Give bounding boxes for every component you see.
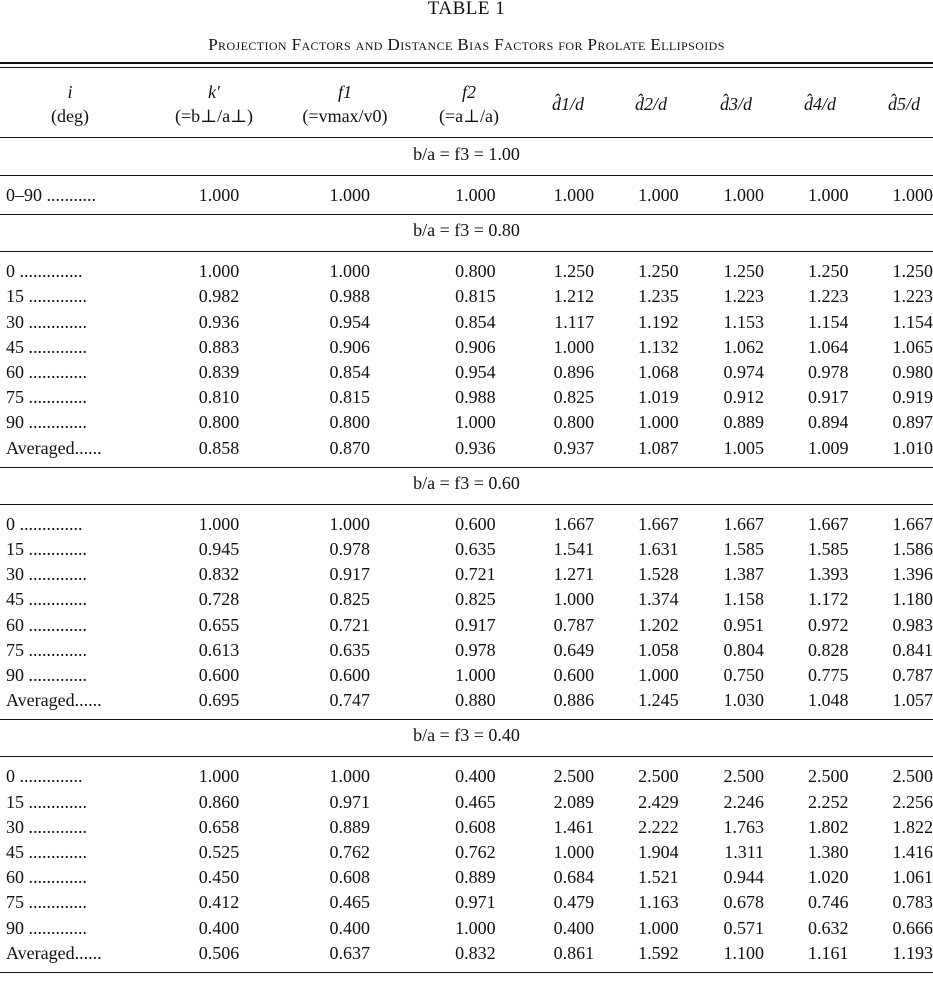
table-cell: 1.000 — [553, 589, 595, 610]
row-label: 30 ............. — [6, 311, 87, 332]
table-cell: 0.832 — [455, 942, 496, 963]
table-cell: 0.787 — [892, 665, 933, 686]
table-cell: 0.600 — [553, 665, 595, 686]
table-cell: 1.132 — [638, 336, 679, 357]
table-cell: 0.684 — [553, 867, 595, 888]
table-cell: 1.000 — [455, 412, 496, 433]
row-label: 15 ............. — [6, 539, 87, 560]
table-cell: 1.667 — [807, 513, 849, 534]
table-row — [0, 663, 933, 688]
table-cell: 0.400 — [329, 917, 370, 938]
table-cell: 0.787 — [553, 614, 595, 635]
table-cell: 0.854 — [329, 362, 370, 383]
table-cell: 0.912 — [723, 387, 765, 408]
table-row — [0, 587, 933, 612]
section-label: b/a = f3 = 0.80 — [413, 220, 520, 241]
table-cell: 1.202 — [638, 614, 679, 635]
section-rule — [0, 756, 933, 757]
row-label: 90 ............. — [6, 917, 87, 938]
table-cell: 1.000 — [329, 766, 370, 787]
top-rule-secondary — [0, 67, 933, 68]
table-cell: 1.000 — [723, 185, 765, 206]
section-table — [0, 259, 933, 461]
table-cell: 0.983 — [892, 614, 933, 635]
table-cell: 1.461 — [553, 816, 595, 837]
row-label: Averaged...... — [6, 437, 102, 458]
table-cell: 0.860 — [198, 791, 240, 812]
table-cell: 0.637 — [329, 942, 370, 963]
row-label: 45 ............. — [6, 336, 87, 357]
table-cell: 0.854 — [455, 311, 496, 332]
table-cell: 1.000 — [553, 842, 595, 863]
table-cell: 0.721 — [329, 614, 370, 635]
table-row — [0, 259, 933, 284]
table-cell: 1.065 — [892, 336, 933, 357]
table-cell: 0.412 — [198, 892, 240, 913]
table-cell: 1.161 — [807, 942, 849, 963]
table-cell: 2.500 — [892, 766, 933, 787]
table-cell: 0.695 — [198, 690, 240, 711]
table-cell: 1.009 — [807, 437, 849, 458]
table-cell: 0.810 — [198, 387, 240, 408]
table-row — [0, 941, 933, 966]
column-header-symbol: d̂4/d — [803, 94, 836, 114]
table-cell: 0.954 — [329, 311, 370, 332]
table-cell: 0.649 — [553, 639, 595, 660]
row-label: 60 ............. — [6, 867, 87, 888]
table-row — [0, 890, 933, 915]
table-row — [0, 512, 933, 537]
table-cell: 0.978 — [455, 639, 496, 660]
table-row — [0, 360, 933, 385]
table-cell: 2.500 — [807, 766, 849, 787]
table-cell: 2.252 — [807, 791, 849, 812]
table-cell: 1.387 — [723, 564, 765, 585]
table-cell: 1.000 — [455, 917, 496, 938]
table-row — [0, 310, 933, 335]
row-label: 45 ............. — [6, 842, 87, 863]
section-end-rule — [0, 972, 933, 973]
table-cell: 1.058 — [638, 639, 679, 660]
column-header-symbol: d̂3/d — [719, 94, 752, 114]
table-cell: 1.000 — [198, 185, 240, 206]
row-label: 0 .............. — [6, 513, 83, 534]
table-cell: 0.658 — [198, 816, 240, 837]
table-cell: 0.889 — [455, 867, 496, 888]
table-cell: 1.068 — [638, 362, 679, 383]
table-cell: 0.974 — [723, 362, 765, 383]
table-cell: 1.100 — [723, 942, 765, 963]
table-row — [0, 865, 933, 890]
table-cell: 2.500 — [638, 766, 679, 787]
header-bottom-rule — [0, 137, 933, 138]
table-cell: 1.396 — [892, 564, 933, 585]
table-cell: 1.000 — [455, 185, 496, 206]
table-cell: 2.222 — [638, 816, 679, 837]
table-cell: 0.880 — [455, 690, 496, 711]
section-rule — [0, 251, 933, 252]
table-cell: 0.608 — [455, 816, 496, 837]
column-header-definition: (deg) — [51, 106, 89, 126]
table-cell: 1.250 — [723, 261, 765, 282]
table-cell: 1.000 — [553, 185, 595, 206]
table-cell: 1.064 — [807, 336, 849, 357]
table-cell: 1.000 — [638, 185, 679, 206]
column-header-symbol: d̂5/d — [887, 94, 920, 114]
section-end-rule — [0, 719, 933, 720]
table-row — [0, 537, 933, 562]
table-cell: 0.400 — [553, 917, 595, 938]
section-table — [0, 512, 933, 714]
table-cell: 1.000 — [198, 766, 240, 787]
table-cell: 0.815 — [329, 387, 370, 408]
table-cell: 0.721 — [455, 564, 496, 585]
table-cell: 1.154 — [807, 311, 849, 332]
row-label: 75 ............. — [6, 892, 87, 913]
table-cell: 0.825 — [455, 589, 496, 610]
row-label: 0–90 ........... — [6, 185, 96, 206]
table-cell: 1.000 — [329, 513, 370, 534]
table-row — [0, 840, 933, 865]
row-label: Averaged...... — [6, 690, 102, 711]
table-cell: 1.154 — [892, 311, 933, 332]
table-cell: 1.250 — [807, 261, 849, 282]
table-cell: 0.870 — [329, 437, 370, 458]
table-cell: 0.889 — [329, 816, 370, 837]
table-cell: 1.250 — [553, 261, 595, 282]
table-cell: 0.897 — [892, 412, 933, 433]
table-cell: 0.936 — [455, 437, 496, 458]
table-cell: 1.087 — [638, 437, 679, 458]
table-cell: 1.193 — [892, 942, 933, 963]
table-row — [0, 764, 933, 789]
table-cell: 1.020 — [807, 867, 849, 888]
table-cell: 1.592 — [638, 942, 679, 963]
column-header-1 — [0, 80, 140, 128]
table-cell: 0.886 — [553, 690, 595, 711]
table-cell: 0.982 — [198, 286, 240, 307]
table-cell: 0.635 — [329, 639, 370, 660]
table-row — [0, 815, 933, 840]
table-cell: 1.631 — [638, 539, 679, 560]
column-header-symbol: d̂1/d — [551, 94, 584, 114]
table-cell: 0.858 — [198, 437, 240, 458]
table-cell: 1.374 — [638, 589, 679, 610]
table-cell: 1.802 — [807, 816, 849, 837]
table-cell: 1.010 — [892, 437, 933, 458]
table-cell: 1.163 — [638, 892, 679, 913]
table-cell: 0.400 — [455, 766, 496, 787]
column-header-symbol: k′ — [208, 82, 220, 102]
table-cell: 1.586 — [892, 539, 933, 560]
table-cell: 0.945 — [198, 539, 240, 560]
table-cell: 0.479 — [553, 892, 595, 913]
column-header-3 — [275, 80, 415, 128]
table-cell: 0.919 — [892, 387, 933, 408]
table-cell: 2.246 — [723, 791, 765, 812]
table-cell: 0.988 — [329, 286, 370, 307]
table-cell: 1.223 — [723, 286, 765, 307]
table-cell: 0.400 — [198, 917, 240, 938]
table-cell: 1.172 — [807, 589, 849, 610]
table-row — [0, 183, 933, 208]
column-header-symbol: i — [67, 82, 73, 102]
table-row — [0, 436, 933, 461]
column-header-9 — [834, 92, 933, 116]
table-cell: 0.954 — [455, 362, 496, 383]
table-cell: 1.000 — [638, 917, 679, 938]
column-header-definition: (=a⊥/a) — [438, 106, 500, 126]
section-table — [0, 764, 933, 966]
column-header-definition: (=vmax/v0) — [302, 106, 388, 126]
table-cell: 1.822 — [892, 816, 933, 837]
table-cell: 0.936 — [198, 311, 240, 332]
table-cell: 0.917 — [807, 387, 849, 408]
table-row — [0, 916, 933, 941]
table-cell: 2.256 — [892, 791, 933, 812]
column-header-2 — [144, 80, 284, 128]
table-cell: 0.762 — [455, 842, 496, 863]
table-cell: 0.783 — [892, 892, 933, 913]
table-cell: 0.666 — [892, 917, 933, 938]
table-cell: 1.250 — [892, 261, 933, 282]
table-cell: 0.839 — [198, 362, 240, 383]
table-cell: 0.988 — [455, 387, 496, 408]
section-end-rule — [0, 214, 933, 215]
table-cell: 1.153 — [723, 311, 765, 332]
row-label: Averaged...... — [6, 942, 102, 963]
table-cell: 1.019 — [638, 387, 679, 408]
row-label: 75 ............. — [6, 639, 87, 660]
section-rule — [0, 504, 933, 505]
table-cell: 1.585 — [807, 539, 849, 560]
table-cell: 1.521 — [638, 867, 679, 888]
table-cell: 0.980 — [892, 362, 933, 383]
table-cell: 0.937 — [553, 437, 595, 458]
table-cell: 0.775 — [807, 665, 849, 686]
table-cell: 0.906 — [329, 336, 370, 357]
table-cell: 1.235 — [638, 286, 679, 307]
section-table — [0, 183, 933, 208]
section-label: b/a = f3 = 0.40 — [413, 725, 520, 746]
column-header-symbol: f2 — [461, 82, 476, 102]
column-header-definition: (=b⊥/a⊥) — [175, 106, 253, 126]
table-cell: 1.904 — [638, 842, 679, 863]
table-cell: 1.000 — [638, 665, 679, 686]
table-row — [0, 385, 933, 410]
table-cell: 1.585 — [723, 539, 765, 560]
table-cell: 0.613 — [198, 639, 240, 660]
table-cell: 0.746 — [807, 892, 849, 913]
table-cell: 1.000 — [329, 261, 370, 282]
table-cell: 2.089 — [553, 791, 595, 812]
table-cell: 0.883 — [198, 336, 240, 357]
table-cell: 2.500 — [553, 766, 595, 787]
table-cell: 0.896 — [553, 362, 595, 383]
table-cell: 1.212 — [553, 286, 595, 307]
table-cell: 1.117 — [554, 311, 595, 332]
table-cell: 2.500 — [723, 766, 765, 787]
table-number: TABLE 1 — [427, 0, 506, 19]
table-cell: 1.062 — [723, 336, 765, 357]
table-cell: 0.917 — [455, 614, 496, 635]
table-cell: 0.728 — [198, 589, 240, 610]
table-cell: 0.861 — [553, 942, 595, 963]
table-cell: 0.800 — [553, 412, 595, 433]
table-cell: 0.972 — [807, 614, 849, 635]
table-row — [0, 335, 933, 360]
row-label: 90 ............. — [6, 412, 87, 433]
table-cell: 0.465 — [329, 892, 370, 913]
table-cell: 0.917 — [329, 564, 370, 585]
table-cell: 1.667 — [638, 513, 679, 534]
column-header-symbol: d̂2/d — [634, 94, 667, 114]
table-cell: 0.951 — [723, 614, 765, 635]
row-label: 30 ............. — [6, 816, 87, 837]
table-cell: 0.825 — [553, 387, 595, 408]
table-cell: 0.750 — [723, 665, 765, 686]
table-cell: 1.223 — [807, 286, 849, 307]
table-cell: 1.393 — [807, 564, 849, 585]
table-cell: 0.450 — [198, 867, 240, 888]
table-cell: 1.000 — [807, 185, 849, 206]
row-label: 75 ............. — [6, 387, 87, 408]
table-cell: 1.048 — [807, 690, 849, 711]
table-cell: 0.600 — [329, 665, 370, 686]
table-cell: 0.635 — [455, 539, 496, 560]
table-cell: 0.828 — [807, 639, 849, 660]
table-row — [0, 613, 933, 638]
table-cell: 0.906 — [455, 336, 496, 357]
row-label: 15 ............. — [6, 791, 87, 812]
table-cell: 0.894 — [807, 412, 849, 433]
table-cell: 1.416 — [892, 842, 933, 863]
row-label: 30 ............. — [6, 564, 87, 585]
table-cell: 1.763 — [723, 816, 765, 837]
table-cell: 1.311 — [724, 842, 765, 863]
table-cell: 1.000 — [455, 665, 496, 686]
table-row — [0, 688, 933, 713]
table-cell: 0.678 — [723, 892, 765, 913]
table-cell: 0.632 — [807, 917, 849, 938]
table-row — [0, 638, 933, 663]
column-header-symbol: f1 — [337, 82, 352, 102]
table-cell: 1.223 — [892, 286, 933, 307]
table-cell: 0.800 — [329, 412, 370, 433]
table-cell: 0.600 — [198, 665, 240, 686]
table-cell: 1.000 — [553, 336, 595, 357]
table-cell: 0.608 — [329, 867, 370, 888]
section-label: b/a = f3 = 1.00 — [413, 144, 520, 164]
table-cell: 1.000 — [198, 261, 240, 282]
table-cell: 1.158 — [723, 589, 765, 610]
table-cell: 0.465 — [455, 791, 496, 812]
table-cell: 0.815 — [455, 286, 496, 307]
table-cell: 0.571 — [723, 917, 765, 938]
table-cell: 0.978 — [329, 539, 370, 560]
table-cell: 1.057 — [892, 690, 933, 711]
table-title: Projection Factors and Distance Bias Factors for Prolate Ellipsoids — [208, 35, 725, 54]
section-rule — [0, 175, 933, 176]
row-label: 60 ............. — [6, 362, 87, 383]
table-cell: 0.525 — [198, 842, 240, 863]
table-cell: 1.000 — [638, 412, 679, 433]
row-label: 60 ............. — [6, 614, 87, 635]
table-cell: 1.541 — [553, 539, 595, 560]
section-label: b/a = f3 = 0.60 — [413, 472, 520, 493]
row-label: 90 ............. — [6, 665, 87, 686]
table-cell: 1.250 — [638, 261, 679, 282]
row-label: 0 .............. — [6, 766, 83, 787]
table-cell: 0.825 — [329, 589, 370, 610]
table-cell: 1.245 — [638, 690, 679, 711]
table-cell: 0.944 — [723, 867, 765, 888]
table-cell: 1.271 — [553, 564, 595, 585]
section-end-rule — [0, 467, 933, 468]
table-cell: 0.804 — [723, 639, 765, 660]
table-cell: 0.655 — [198, 614, 240, 635]
row-label: 15 ............. — [6, 286, 87, 307]
table-cell: 0.832 — [198, 564, 240, 585]
table-cell: 0.800 — [198, 412, 240, 433]
table-cell: 1.061 — [892, 867, 933, 888]
table-cell: 1.380 — [807, 842, 849, 863]
table-cell: 1.030 — [723, 690, 765, 711]
table-cell: 0.762 — [329, 842, 370, 863]
table-row — [0, 284, 933, 309]
table-cell: 1.667 — [723, 513, 765, 534]
table-cell: 0.747 — [329, 690, 370, 711]
table-cell: 1.000 — [892, 185, 933, 206]
row-label: 45 ............. — [6, 589, 87, 610]
table-cell: 1.000 — [329, 185, 370, 206]
table-row — [0, 790, 933, 815]
table-cell: 0.971 — [329, 791, 370, 812]
row-label: 0 .............. — [6, 261, 83, 282]
table-cell: 0.889 — [723, 412, 765, 433]
table-cell: 0.800 — [455, 261, 496, 282]
table-cell: 0.971 — [455, 892, 496, 913]
table-cell: 2.429 — [638, 791, 679, 812]
table-row — [0, 562, 933, 587]
table-cell: 0.600 — [455, 513, 496, 534]
table-row — [0, 410, 933, 435]
table-cell: 0.978 — [807, 362, 849, 383]
table-cell: 0.841 — [892, 639, 933, 660]
table-cell: 1.192 — [638, 311, 679, 332]
table-cell: 0.506 — [198, 942, 240, 963]
table-cell: 1.000 — [198, 513, 240, 534]
table-cell: 1.180 — [892, 589, 933, 610]
table-cell: 1.667 — [553, 513, 595, 534]
table-cell: 1.005 — [723, 437, 765, 458]
top-rule — [0, 62, 933, 64]
table-cell: 1.528 — [638, 564, 679, 585]
table-cell: 1.667 — [892, 513, 933, 534]
